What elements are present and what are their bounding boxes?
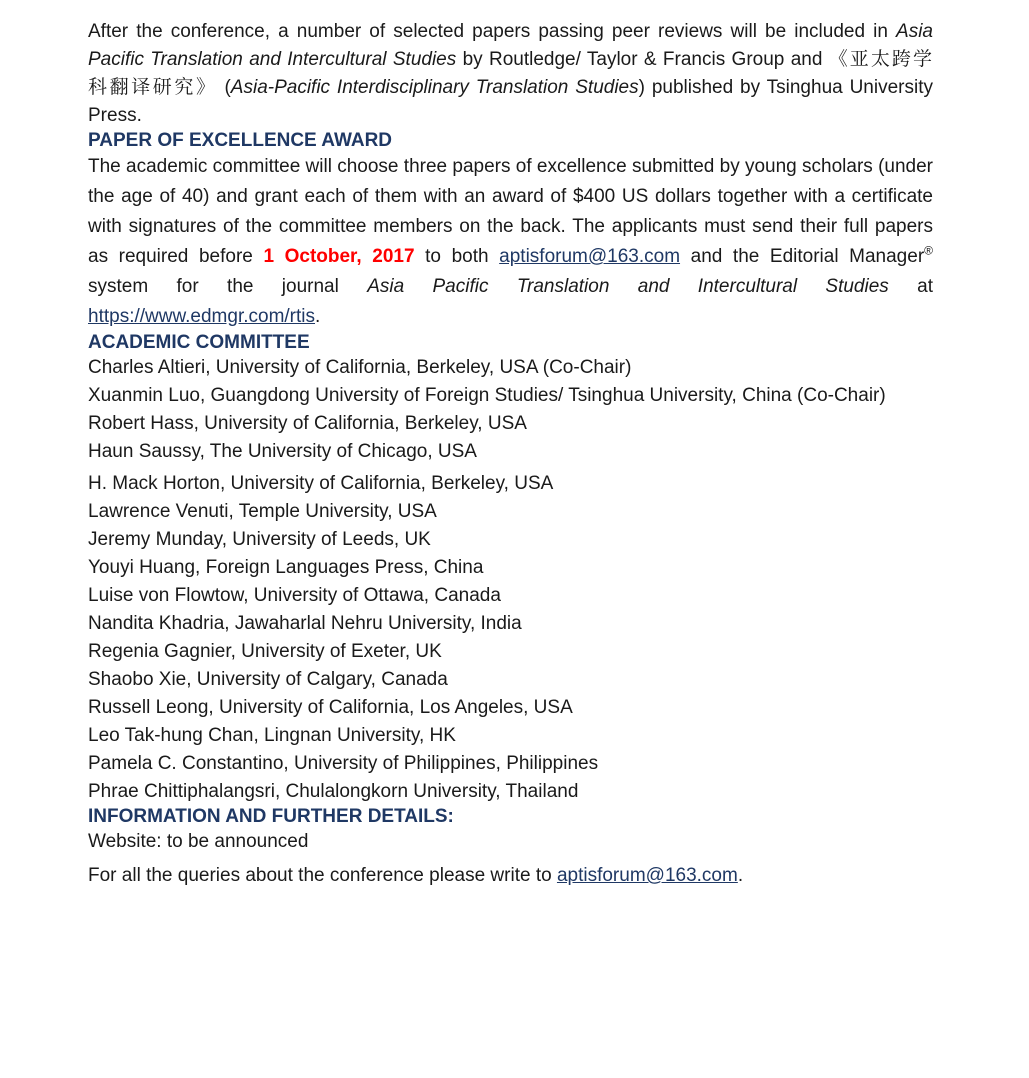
committee-member: H. Mack Horton, University of California, Berkeley, USA — [88, 473, 554, 494]
committee-member: Pamela C. Constantino, University of Philippines, Philippines — [88, 753, 599, 774]
committee-section-heading: ACADEMIC COMMITTEE — [88, 332, 310, 353]
committee-member: Shaobo Xie, University of Calgary, Canada — [88, 669, 448, 690]
award-text-6: . — [315, 306, 321, 327]
committee-member: Phrae Chittiphalangsri, Chulalongkorn University, Thailand — [88, 781, 579, 802]
intro-text-2: by Routledge/ Taylor & Francis Group and — [456, 49, 829, 70]
intro-text-1: After the conference, a number of selected papers passing peer reviews will be included in — [88, 21, 897, 42]
committee-member: Xuanmin Luo, Guangdong University of Foreign Studies/ Tsinghua University, China (Co-Chair) — [88, 385, 886, 406]
committee-member: Jeremy Munday, University of Leeds, UK — [88, 529, 431, 550]
journal-title-italic: Asia Pacific Translation and Intercultural Studies — [88, 21, 933, 70]
intro-paragraph — [88, 18, 933, 130]
queries-period: . — [737, 865, 744, 886]
committee-member: Robert Hass, University of California, Berkeley, USA — [88, 413, 527, 434]
cjk-journal-title: 《亚太跨学科翻译研究》 — [88, 49, 933, 98]
queries-text: For all the queries about the conference please write to — [88, 865, 557, 886]
queries-email-link[interactable]: aptisforum@163.com — [556, 865, 738, 886]
award-text-1: The academic committee will choose three papers of excellence submitted by young scholars (under the age of 40) and grant each of them with an award of $400 US dollars together with a certificate with signatures of the committee members on the back. The applicants must send their full papers as required before — [88, 156, 933, 267]
award-text-4: system for the journal — [88, 276, 368, 297]
committee-member: Lawrence Venuti, Temple University, USA — [88, 501, 437, 522]
intro-text-4: ) published by Tsinghua University Press. — [88, 77, 933, 126]
award-text-5: at — [888, 276, 933, 297]
committee-member-list-group-1 — [88, 354, 933, 466]
submission-url-link[interactable]: https://www.edmgr.com/rtis — [88, 306, 316, 327]
info-section-heading: INFORMATION AND FURTHER DETAILS: — [88, 806, 454, 827]
award-paragraph — [88, 152, 933, 332]
deadline-date: 1 October, 2017 — [263, 246, 415, 267]
journal-title-english-italic: Asia-Pacific Interdisciplinary Translation Studies — [230, 77, 639, 98]
registered-trademark-symbol: ® — [924, 243, 933, 258]
award-section-heading: PAPER OF EXCELLENCE AWARD — [88, 130, 393, 151]
committee-member: Haun Saussy, The University of Chicago, USA — [88, 441, 477, 462]
committee-member: Luise von Flowtow, University of Ottawa, Canada — [88, 585, 501, 606]
committee-member: Russell Leong, University of California, Los Angeles, USA — [88, 697, 573, 718]
award-text-2: to both — [414, 246, 500, 267]
website-line: Website: to be announced — [88, 831, 309, 852]
intro-text-3: ( — [217, 77, 231, 98]
email-link[interactable]: aptisforum@163.com — [499, 246, 681, 267]
committee-member: Regenia Gagnier, University of Exeter, UK — [88, 641, 442, 662]
committee-member: Youyi Huang, Foreign Languages Press, China — [88, 557, 484, 578]
committee-member: Leo Tak-hung Chan, Lingnan University, HK — [88, 725, 456, 746]
committee-member: Charles Altieri, University of California, Berkeley, USA (Co-Chair) — [88, 357, 632, 378]
queries-line — [88, 862, 933, 890]
journal-title-italic-2: Asia Pacific Translation and Intercultural Studies — [367, 276, 889, 297]
committee-member: Nandita Khadria, Jawaharlal Nehru University, India — [88, 613, 522, 634]
award-text-3: and the Editorial Manager — [680, 246, 925, 267]
committee-member-list-group-2 — [88, 470, 933, 806]
